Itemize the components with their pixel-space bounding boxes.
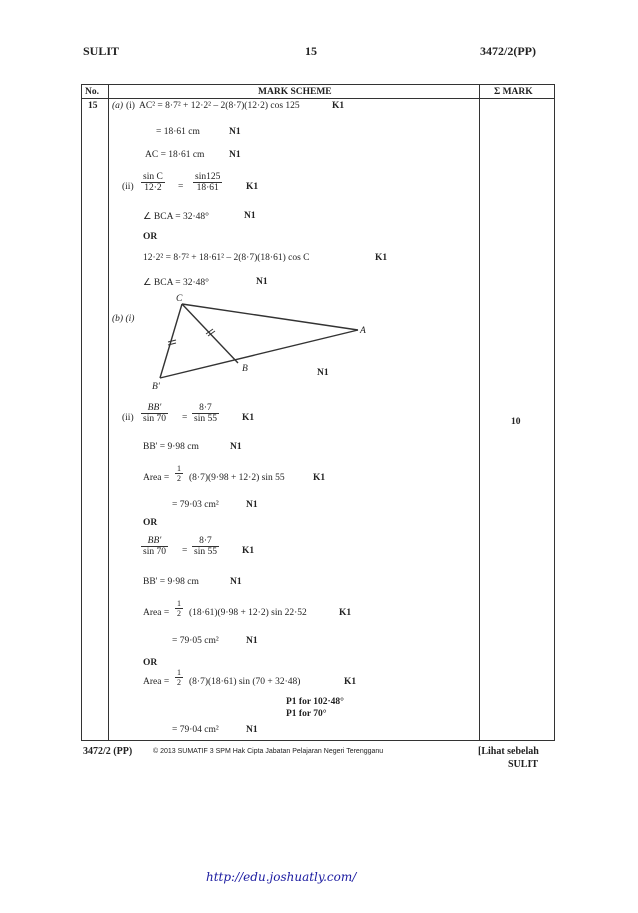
line-area-3: (8·7)(18·61) sin (70 + 32·48) (189, 677, 301, 687)
fraction-half: $\frac{1}{2}$ (177, 668, 181, 687)
part-a-ii-label: (ii) (122, 182, 134, 192)
area-label: Area = (143, 677, 170, 687)
fraction-87-sin55: $\frac{8\cdot 7}{\sin 55}$ (194, 403, 217, 424)
area-label: Area = (143, 608, 170, 618)
header-code: 3472/2(PP) (480, 44, 536, 58)
line-ac-result: AC = 18·61 cm (145, 150, 205, 160)
side-ca (182, 304, 358, 330)
mark-k1: K1 (344, 677, 357, 687)
mark-n1: N1 (317, 368, 329, 378)
equals-sign: = (182, 546, 188, 556)
column-mark-header: Σ MARK (494, 87, 533, 97)
total-mark: 10 (511, 417, 521, 427)
part-a-label: (a) (112, 101, 124, 111)
point-b-label: B (242, 364, 248, 374)
area-label: Area = (143, 473, 170, 483)
line-ac-value: = 18·61 cm (156, 127, 200, 137)
footer-code: 3472/2 (PP) (83, 746, 133, 757)
or-separator: OR (143, 658, 158, 668)
question-number: 15 (88, 101, 98, 111)
fraction-sin125: $\frac{\sin 125}{18\cdot 61}$ (195, 172, 221, 193)
footer-turn-over: [Lihat sebelah (478, 746, 539, 757)
fraction-bb-sin70: $\frac{BB'}{\sin 70}$ (143, 403, 166, 424)
line-area-1-result: = 79·03 cm² (172, 500, 219, 510)
column-scheme-header: MARK SCHEME (258, 87, 332, 97)
line-bb-value-alt: BB' = 9·98 cm (143, 577, 199, 587)
side-cb (182, 304, 238, 363)
mark-k1: K1 (339, 608, 352, 618)
mark-n1: N1 (246, 500, 258, 510)
equal-tick (168, 343, 176, 345)
mark-k1: K1 (332, 101, 345, 111)
source-url-link[interactable]: http://edu.joshuatly.com/ (206, 870, 357, 884)
line-angle-bca-alt: ∠ BCA = 32·48° (143, 278, 209, 288)
line-area-1: (8·7)(9·98 + 12·2) sin 55 (189, 473, 285, 483)
mark-k1: K1 (313, 473, 326, 483)
triangle-diagram (140, 290, 380, 402)
header-sulit: SULIT (83, 44, 120, 58)
line-area-3-result: = 79·04 cm² (172, 725, 219, 735)
point-bprime-label: B' (152, 382, 160, 392)
point-a-label: A (360, 326, 366, 336)
line-bb-value: BB' = 9·98 cm (143, 442, 199, 452)
line-area-2: (18·61)(9·98 + 12·2) sin 22·52 (189, 608, 307, 618)
mark-n1: N1 (229, 150, 241, 160)
or-separator: OR (143, 518, 158, 528)
line-alt-cosine: 12·2² = 8·7² + 18·61² – 2(8·7)(18·61) cos C (143, 253, 310, 263)
mark-k1: K1 (246, 182, 259, 192)
footer-copyright: © 2013 SUMATIF 3 SPM Hak Cipta Jabatan Pelajaran Negeri Terengganu (153, 748, 384, 755)
column-no-header: No. (85, 87, 99, 97)
line-cosine-rule: AC² = 8·7² + 12·2² – 2(8·7)(12·2) cos 125 (139, 101, 300, 111)
mark-n1: N1 (230, 577, 242, 587)
footer-sulit: SULIT (508, 759, 539, 770)
fraction-87-sin55-alt: $\frac{8\cdot 7}{\sin 55}$ (194, 536, 217, 557)
fraction-bb-sin70-alt: $\frac{BB'}{\sin 70}$ (143, 536, 166, 557)
point-c-label: C (176, 294, 183, 304)
equals-sign: = (182, 413, 188, 423)
line-angle-bca: ∠ BCA = 32·48° (143, 212, 209, 222)
part-a-i-label: (i) (126, 101, 135, 111)
mark-n1: N1 (256, 277, 268, 287)
mark-p1-70: P1 for 70° (286, 709, 327, 719)
fraction-half: $\frac{1}{2}$ (177, 599, 181, 618)
mark-k1: K1 (242, 546, 255, 556)
mark-k1: K1 (242, 413, 255, 423)
mark-k1: K1 (375, 253, 388, 263)
equal-tick (168, 340, 176, 342)
fraction-sinC: $\frac{\text{sin C}}{12\cdot 2}$ (143, 172, 163, 193)
fraction-half: $\frac{1}{2}$ (177, 464, 181, 483)
or-separator: OR (143, 232, 158, 242)
part-b-ii-label: (ii) (122, 413, 134, 423)
mark-n1: N1 (246, 636, 258, 646)
part-b-i-label: (b) (i) (112, 314, 135, 324)
page-number: 15 (305, 44, 317, 58)
mark-p1-angle: P1 for 102·48° (286, 697, 344, 707)
mark-n1: N1 (229, 127, 241, 137)
mark-n1: N1 (246, 725, 258, 735)
equals-sign: = (178, 182, 184, 192)
line-area-2-result: = 79·05 cm² (172, 636, 219, 646)
mark-n1: N1 (230, 442, 242, 452)
mark-n1: N1 (244, 211, 256, 221)
